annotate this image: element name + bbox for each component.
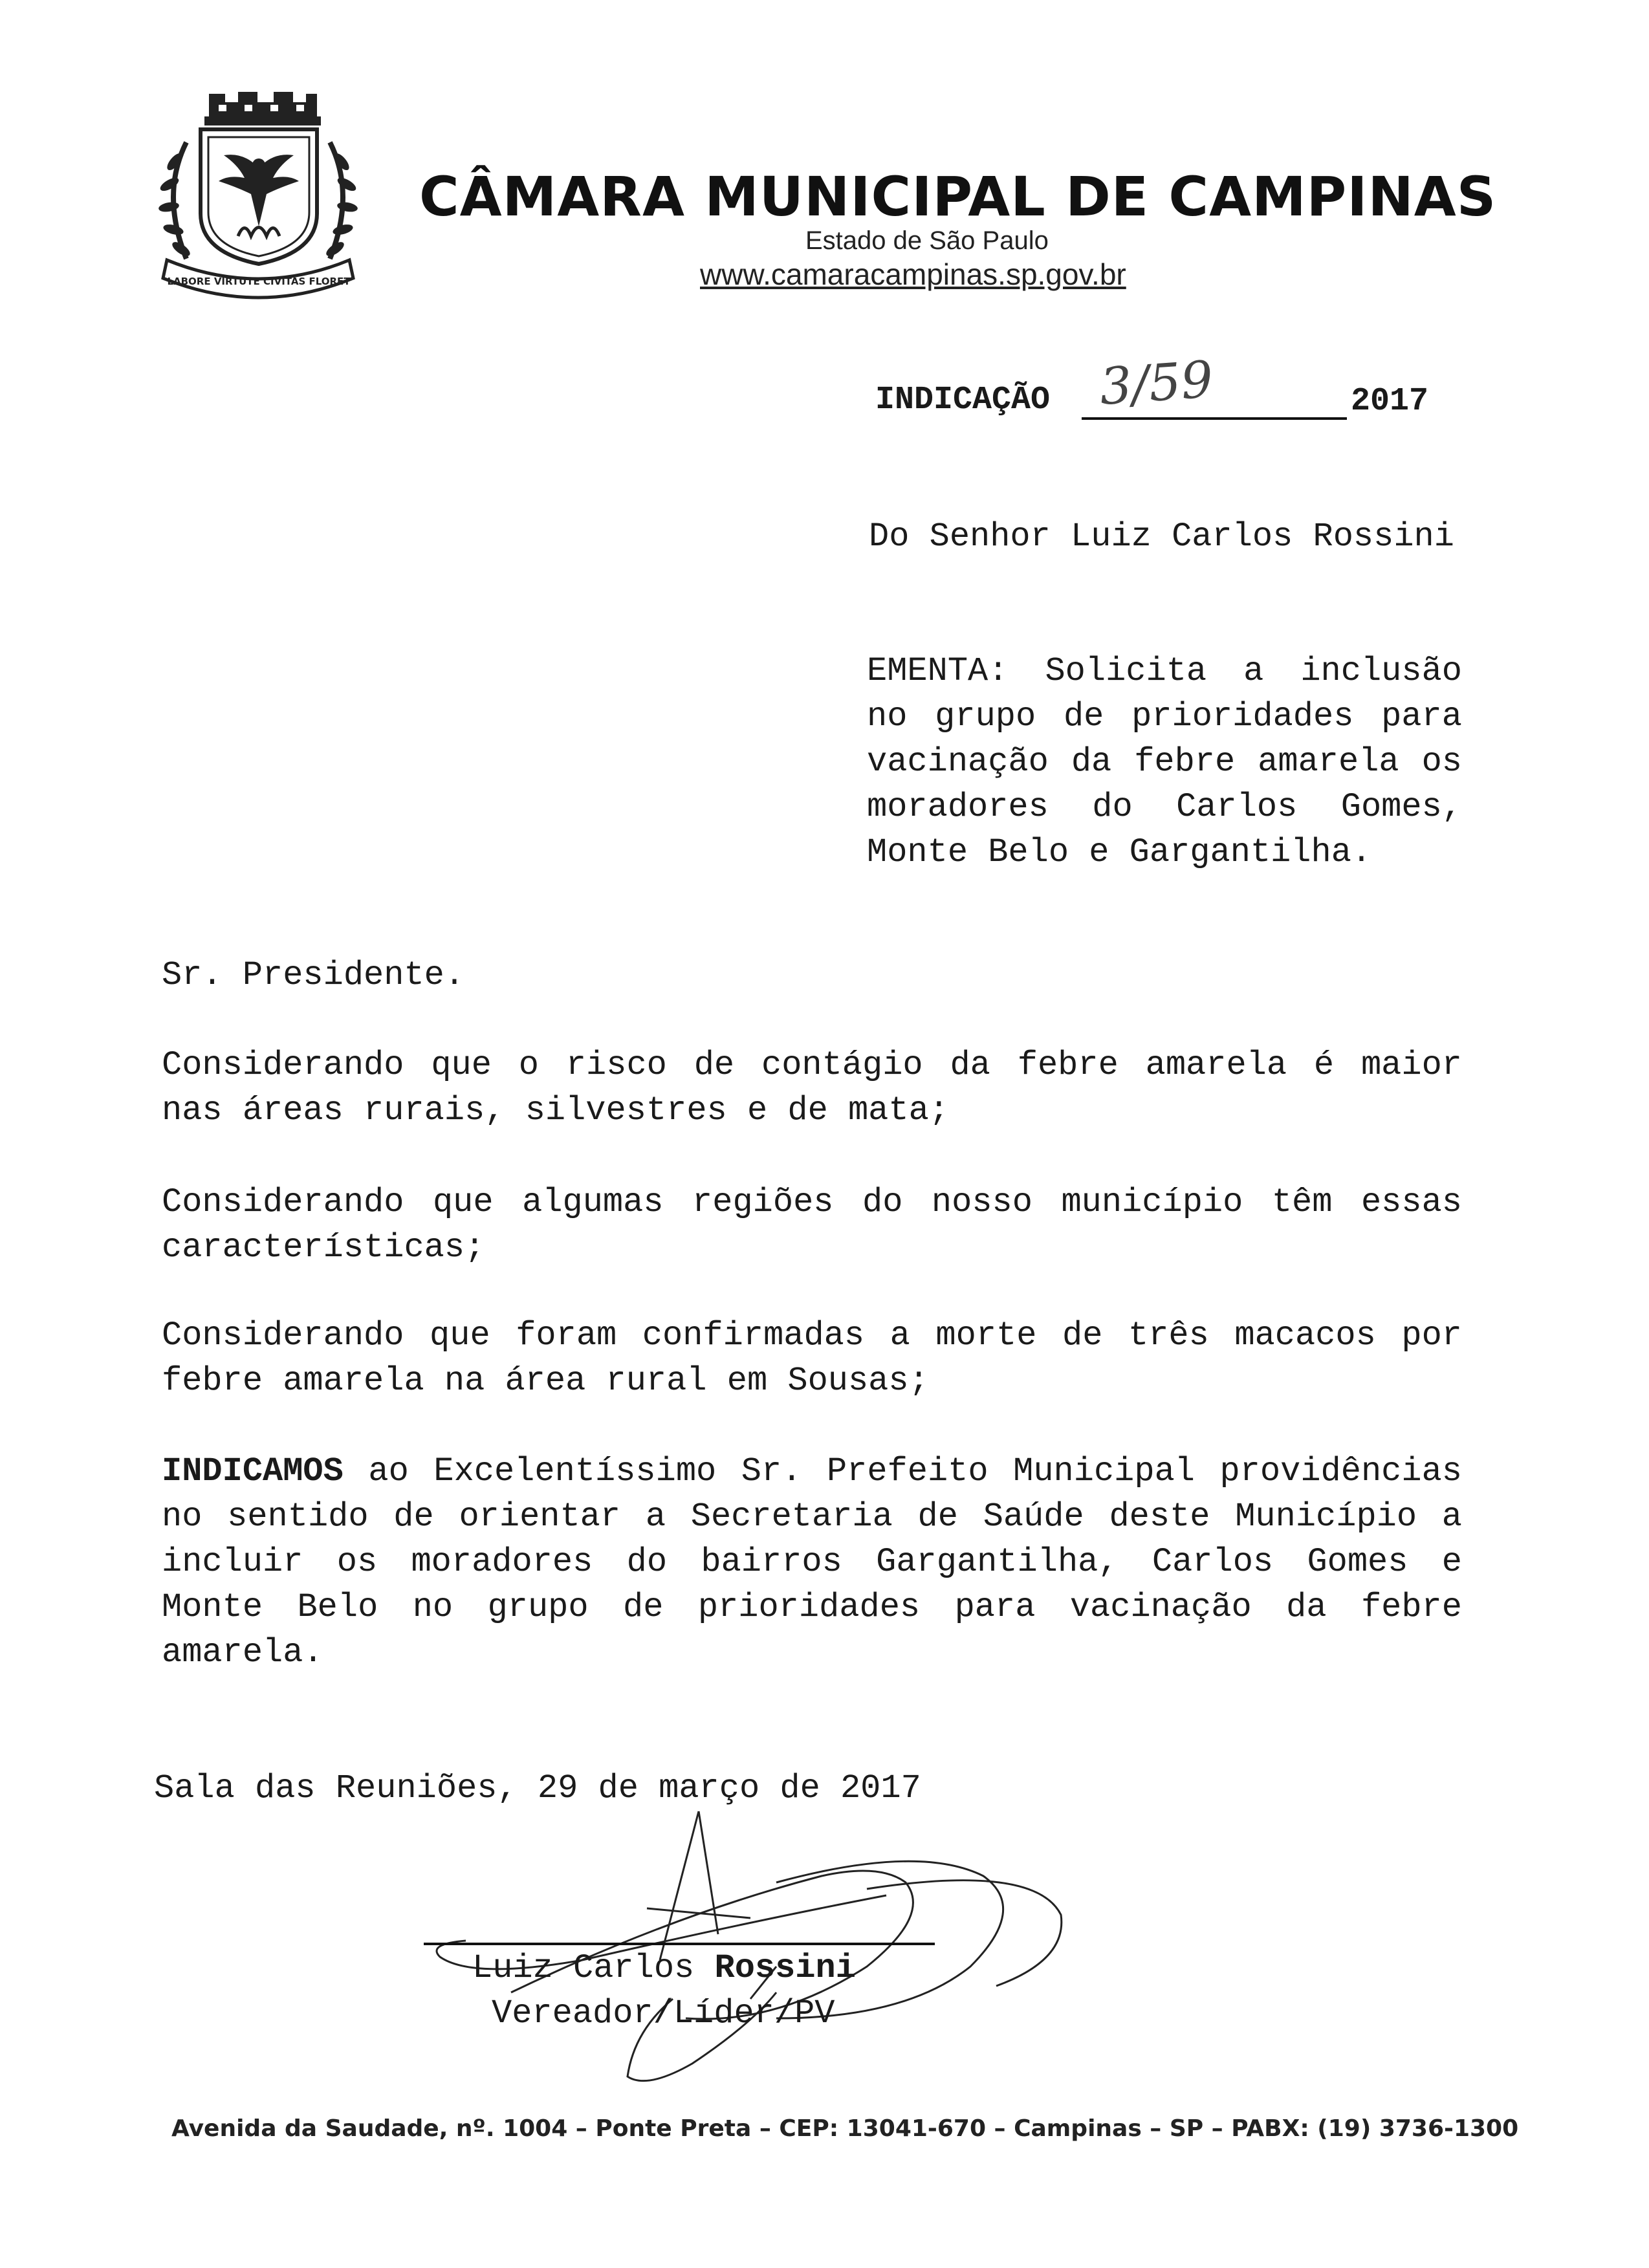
indicacao-number: 3/59: [1098, 350, 1216, 417]
signatory-surname: Rossini: [714, 1949, 856, 1987]
ementa-block: [867, 649, 1462, 875]
institution-title: CÂMARA MUNICIPAL DE CAMPINAS: [419, 165, 1497, 228]
indicacao-label: INDICAÇÃO: [875, 382, 1051, 419]
author-line: Do Senhor Luiz Carlos Rossini: [869, 518, 1454, 556]
footer-address: Avenida da Saudade, nº. 1004 – Ponte Preta – CEP: 13041-670 – Campinas – SP – PABX: (19) 3736-1300: [171, 2115, 1519, 2142]
website-link[interactable]: www.camaracampinas.sp.gov.br: [700, 257, 1126, 291]
city-seal-logo: [147, 91, 369, 304]
salutation: Sr. Presidente.: [162, 956, 465, 994]
ementa-label: EMENTA:: [867, 652, 1009, 690]
date-line: Sala das Reuniões, 29 de março de 2017: [154, 1769, 921, 1807]
svg-text:LABORE VIRTUTE CIVITAS FLORET: LABORE VIRTUTE CIVITAS FLORET: [167, 276, 351, 287]
paragraph-considering-1: Considerando que o risco de contágio da febre amarela é maior nas áreas rurais, silvestres e de mata;: [162, 1046, 1462, 1129]
indication-lead: INDICAMOS: [162, 1452, 344, 1490]
paragraph-considering-2: Considerando que algumas regiões do nosso município têm essas características;: [162, 1183, 1462, 1267]
indicacao-year: 2017: [1351, 383, 1429, 420]
paragraph-considering-3: Considerando que foram confirmadas a morte de três macacos por febre amarela na área rural em Sousas;: [162, 1316, 1462, 1400]
signatory-name: [472, 1949, 856, 1987]
paragraph-indication: [162, 1449, 1462, 1675]
signatory-role: Vereador/Líder/PV: [492, 1994, 835, 2033]
indicacao-underline: [1082, 417, 1347, 420]
signature-line: [424, 1943, 935, 1945]
ementa-text: Solicita a inclusão no grupo de prioridades para vacinação da febre amarela os moradores do Carlos Gomes, Monte Belo e Gargantilha.: [867, 652, 1462, 871]
state-subtitle: Estado de São Paulo: [805, 226, 1049, 255]
signatory-first-names: Luiz Carlos: [472, 1949, 695, 1987]
indication-text: ao Excelentíssimo Sr. Prefeito Municipal providências no sentido de orientar a Secretaria de Saúde deste Município a incluir os moradores do bairros Gargantilha, Carlos Gomes e Monte Belo no grupo de prioridades para vacinação da febre amarela.: [162, 1452, 1462, 1672]
